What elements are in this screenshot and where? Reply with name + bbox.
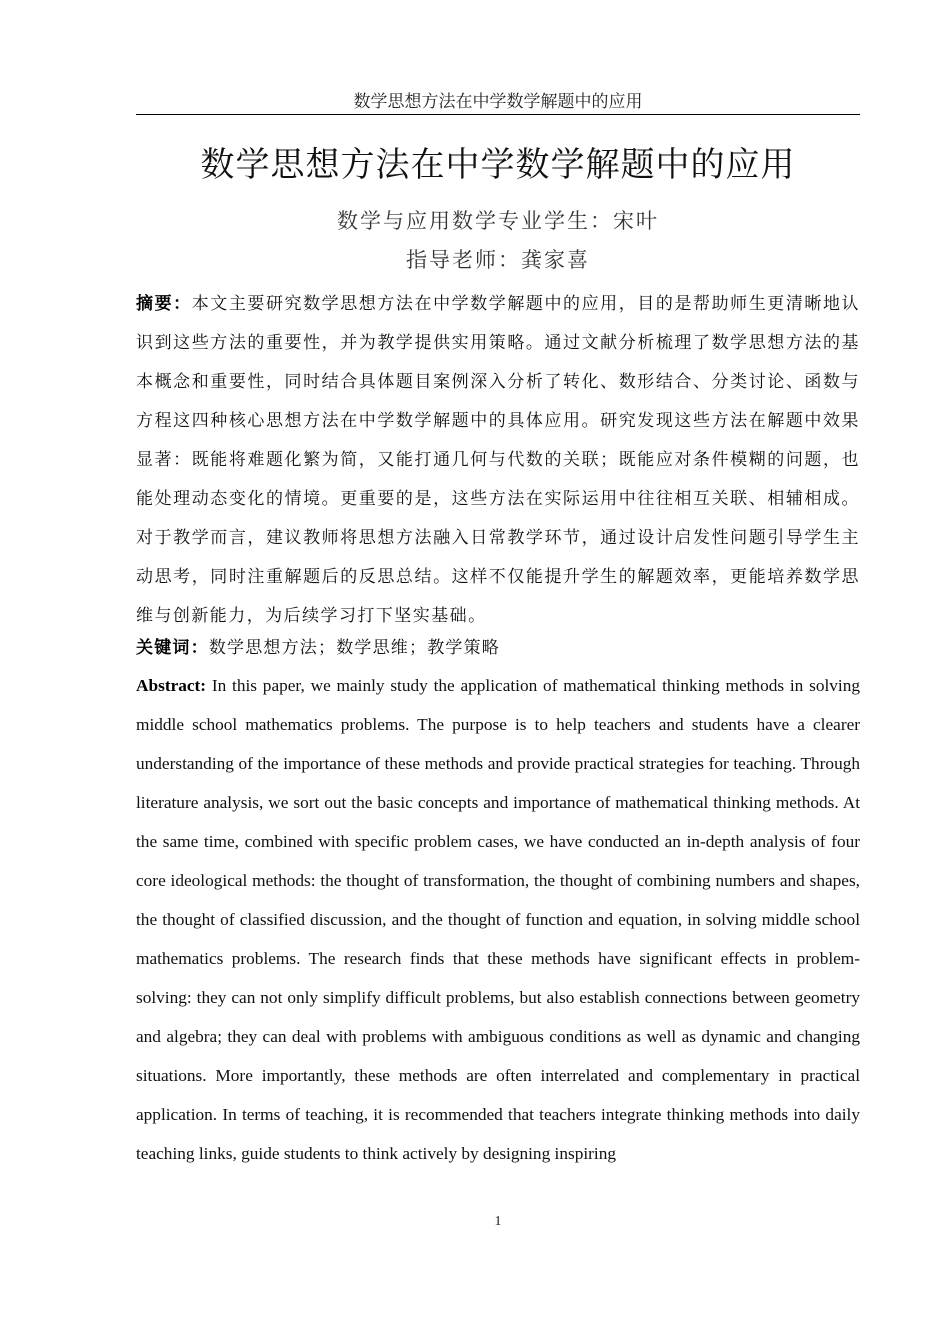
abstract-cn <box>136 284 860 635</box>
abstract-en-label: Abstract: <box>136 676 207 695</box>
paper-title: 数学思想方法在中学数学解题中的应用 <box>200 145 796 185</box>
abstract-cn-text: 本文主要研究数学思想方法在中学数学解题中的应用，目的是帮助师生更清晰地认识到这些方法的重要性，并为教学提供实用策略。通过文献分析梳理了数学思想方法的基本概念和重要性，同时结合具体题目案例深入分析了转化、数形结合、分类讨论、函数与方程这四种核心思想方法在中学数学解题中的具体应用。研究发现这些方法在解题中效果显著：既能将难题化繁为简，又能打通几何与代数的关联；既能应对条件模糊的问题，也能处理动态变化的情境。更重要的是，这些方法在实际运用中往往相互关联、相辅相成。对于教学而言，建议教师将思想方法融入日常教学环节，通过设计启发性问题引导学生主动思考，同时注重解题后的反思总结。这样不仅能提升学生的解题效率，更能培养数学思维与创新能力，为后续学习打下坚实基础。 <box>136 294 860 625</box>
abstract-cn-label: 摘要： <box>136 294 192 313</box>
author-line: 数学与应用数学专业学生：宋叶 <box>337 209 659 233</box>
keywords-cn-text: 数学思想方法；数学思维；教学策略 <box>208 638 501 657</box>
abstract-en-text: In this paper, we mainly study the application of mathematical thinking methods in solving middle school mathematics problems. The purpose is to help teachers and students have a clearer understanding of the importance of these methods and provide practical strategies for teaching. Through literature analysis, we sort out the basic concepts and importance of mathematical thinking methods. At the same time, combined with specific problem cases, we have conducted an in-depth analysis of four core ideological methods: the thought of transformation, the thought of combining numbers and shapes, the thought of classified discussion, and the thought of function and equation, in solving middle school mathematics problems. The research finds that these methods have significant effects in problem-solving: they can not only simplify difficult problems, but also establish connections between geometry and algebra; they can deal with problems with ambiguous conditions as well as dynamic and changing situations. More importantly, these methods are often interrelated and complementary in practical application. In terms of teaching, it is recommended that teachers integrate thinking methods into daily teaching links, guide students to think actively by designing inspiring <box>136 676 860 1163</box>
header-rule <box>136 114 860 115</box>
keywords-cn <box>136 635 860 661</box>
keywords-cn-label: 关键词： <box>136 638 209 657</box>
running-header: 数学思想方法在中学数学解题中的应用 <box>353 92 643 111</box>
page-number: 1 <box>494 1214 502 1229</box>
advisor-line: 指导老师：龚家喜 <box>406 248 590 272</box>
abstract-en <box>136 666 860 1173</box>
